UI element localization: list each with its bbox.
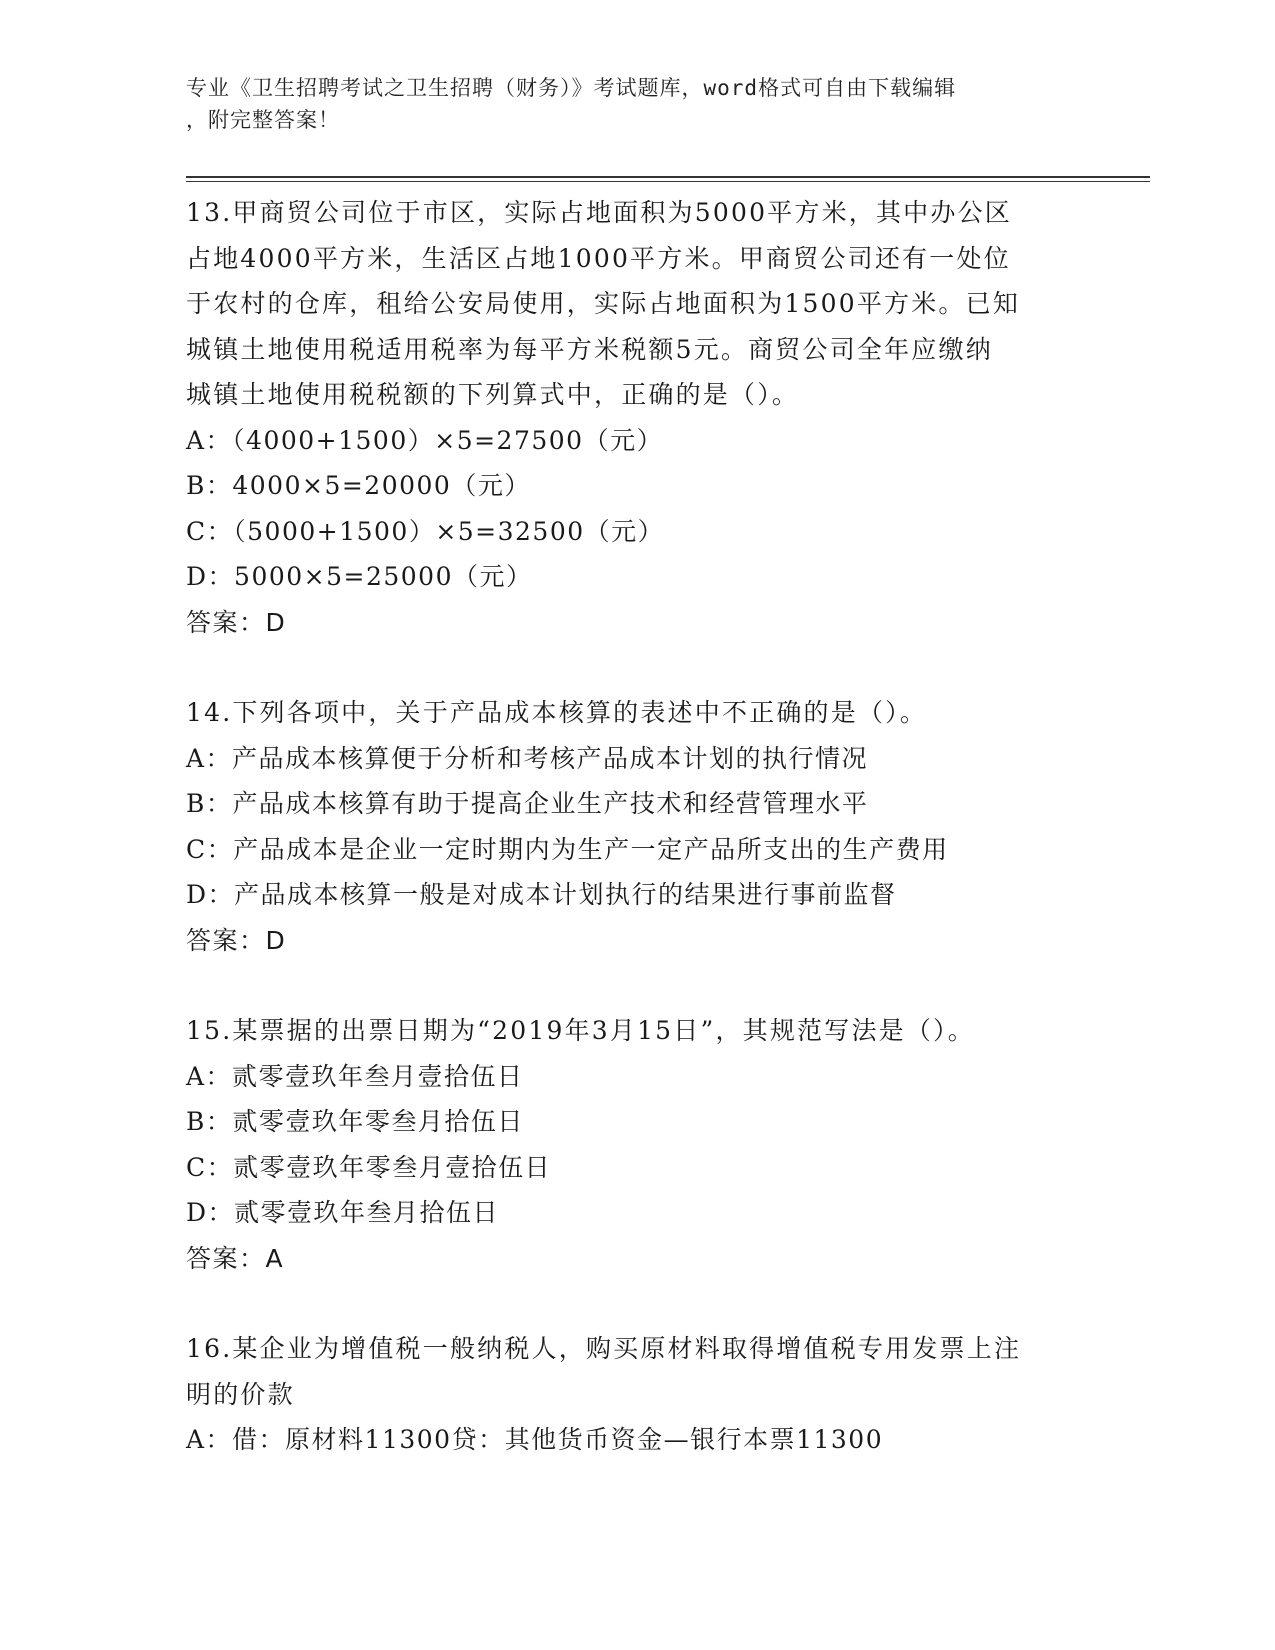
question-text: [186, 690, 1086, 736]
question-line: 14.下列各项中，关于产品成本核算的表述中不正确的是（）。: [186, 698, 928, 727]
option-c: C：贰零壹玖年零叁月壹拾伍日: [186, 1152, 552, 1182]
question-line: 城镇土地使用税税额的下列算式中，正确的是（）。: [186, 380, 800, 409]
answer: 答案：D: [186, 607, 287, 637]
answer: 答案：A: [186, 1243, 285, 1273]
option-a: A：借：原材料11300贷：其他货币资金—银行本票11300: [186, 1425, 884, 1454]
spacer: [186, 1281, 1086, 1326]
option-a: A：产品成本核算便于分析和考核产品成本计划的执行情况: [186, 743, 869, 773]
header-divider-thin: [186, 181, 1150, 182]
question-line: 占地4000平方米，生活区占地1000平方米。甲商贸公司还有一处位: [186, 243, 1011, 273]
option-b: B：产品成本核算有助于提高企业生产技术和经营管理水平: [186, 789, 869, 818]
question-list: [186, 190, 1086, 1463]
question-14: [186, 690, 1086, 963]
header-divider-thick: [186, 176, 1150, 178]
option-c: C：（5000+1500）×5=32500（元）: [186, 516, 665, 546]
spacer: [186, 645, 1086, 690]
question-15: [186, 1008, 1086, 1281]
option-b: B：4000×5=20000（元）: [186, 471, 531, 500]
question-text: [186, 1326, 1086, 1417]
question-13: [186, 190, 1086, 645]
question-line: 于农村的仓库，租给公安局使用，实际占地面积为1500平方米。已知: [186, 289, 1021, 318]
option-a: A：（4000+1500）×5=27500（元）: [186, 425, 664, 455]
option-c: C：产品成本是企业一定时期内为生产一定产品所支出的生产费用: [186, 834, 949, 864]
question-text: [186, 190, 1086, 418]
question-line: 16.某企业为增值税一般纳税人，购买原材料取得增值税专用发票上注: [186, 1334, 1022, 1363]
answer: 答案：D: [186, 925, 287, 955]
header-line-1: 专业《卫生招聘考试之卫生招聘（财务）》考试题库，word格式可自由下载编辑: [186, 76, 957, 100]
page-header: [186, 72, 1086, 136]
question-line: 13.甲商贸公司位于市区，实际占地面积为5000平方米，其中办公区: [186, 198, 1012, 227]
option-d: D：产品成本核算一般是对成本计划执行的结果进行事前监督: [186, 880, 897, 909]
option-a: A：贰零壹玖年叁月壹拾伍日: [186, 1061, 524, 1091]
header-line-2: ，附完整答案！: [186, 108, 340, 132]
spacer: [186, 963, 1086, 1008]
question-16: [186, 1326, 1086, 1463]
question-text: [186, 1008, 1086, 1054]
option-d: D：贰零壹玖年叁月拾伍日: [186, 1198, 500, 1227]
option-b: B：贰零壹玖年零叁月拾伍日: [186, 1107, 524, 1136]
question-line: 15.某票据的出票日期为“2019年3月15日”，其规范写法是（）。: [186, 1016, 975, 1045]
question-line: 城镇土地使用税适用税率为每平方米税额5元。商贸公司全年应缴纳: [186, 334, 993, 364]
question-line: 明的价款: [186, 1379, 295, 1409]
option-d: D：5000×5=25000（元）: [186, 562, 533, 591]
